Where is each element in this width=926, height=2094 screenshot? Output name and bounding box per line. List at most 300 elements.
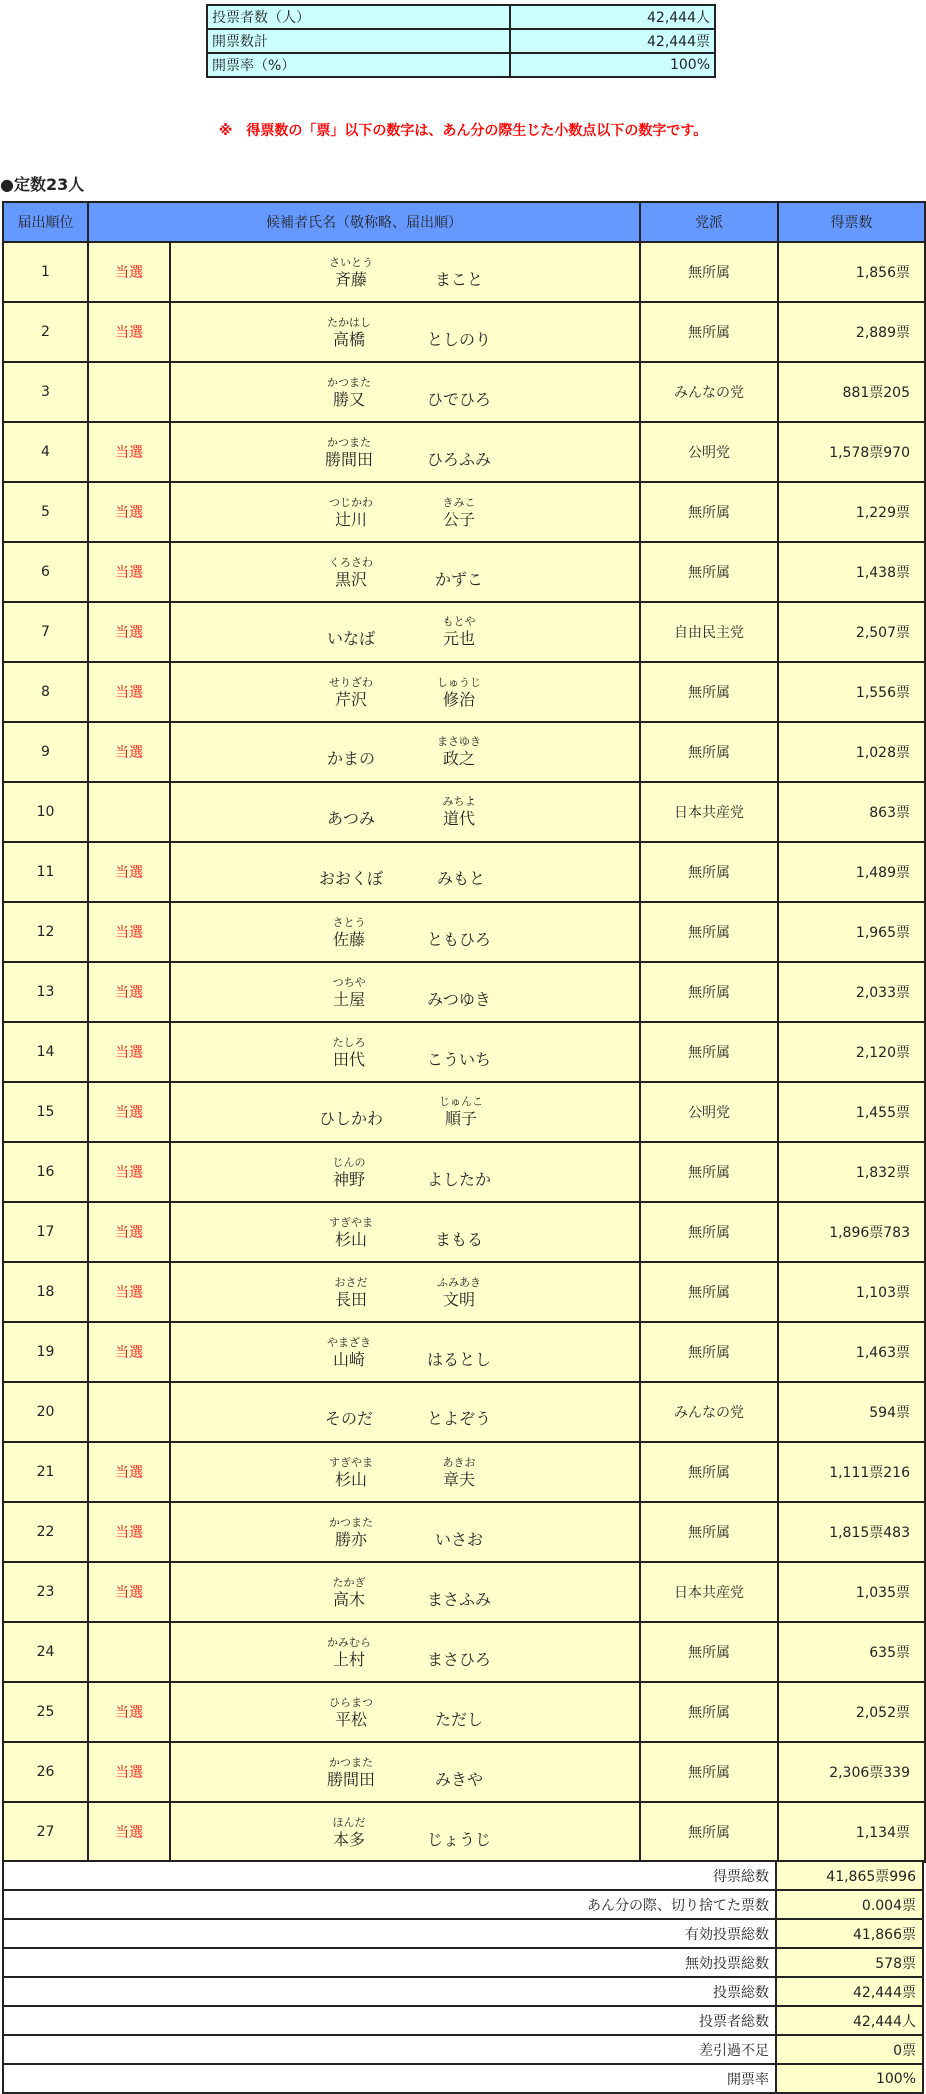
totals-row (3, 1948, 923, 1977)
candidate-order: 16 (3, 1142, 88, 1202)
candidate-name-wrap (319, 1576, 491, 1610)
given-name (429, 676, 489, 710)
candidate-party: 無所属 (640, 902, 778, 962)
candidate-row (3, 1022, 925, 1082)
candidate-votes: 2,889票 (778, 302, 925, 362)
given-name (427, 1336, 491, 1370)
given-name (427, 316, 491, 350)
candidate-party: 無所属 (640, 1622, 778, 1682)
totals-row (3, 1890, 923, 1919)
candidate-order: 18 (3, 1262, 88, 1322)
given-name (427, 1816, 491, 1850)
candidate-name-wrap (319, 1036, 491, 1070)
given-name-text: としのり (426, 330, 491, 349)
candidate-name-wrap (319, 436, 491, 470)
elected-status: 当選 (88, 1802, 170, 1862)
given-name-text: まもる (434, 1230, 483, 1249)
family-name (321, 1756, 381, 1790)
candidate-name (170, 1142, 640, 1202)
given-name-ruby: きみこ (442, 496, 476, 509)
candidate-name (170, 722, 640, 782)
totals-row (3, 1977, 923, 2006)
given-name-text: 順子 (444, 1109, 477, 1128)
candidate-order: 27 (3, 1802, 88, 1862)
family-name-ruby: かつまた (329, 1516, 373, 1529)
family-name (319, 436, 379, 470)
family-name-text: 山崎 (332, 1350, 365, 1369)
summary-value: 42,444票 (510, 29, 715, 53)
totals-row (3, 2064, 923, 2093)
candidate-row (3, 1262, 925, 1322)
elected-status: 当選 (88, 302, 170, 362)
given-name (429, 1276, 489, 1310)
elected-status: 当選 (88, 1682, 170, 1742)
given-name (429, 1516, 489, 1550)
elected-status: 当選 (88, 1322, 170, 1382)
candidate-order: 6 (3, 542, 88, 602)
candidate-name (170, 842, 640, 902)
candidate-name (170, 1022, 640, 1082)
candidate-party: 無所属 (640, 1502, 778, 1562)
family-name-ruby: かつまた (329, 1756, 373, 1769)
candidate-name (170, 902, 640, 962)
elected-status: 当選 (88, 722, 170, 782)
candidate-row (3, 1202, 925, 1262)
given-name-text: はるとし (426, 1350, 491, 1369)
summary-label: 投票者数（人） (207, 5, 510, 29)
family-name-ruby: たかぎ (332, 1576, 366, 1589)
candidate-votes: 1,856票 (778, 242, 925, 302)
elected-status: 当選 (88, 1202, 170, 1262)
family-name (319, 316, 379, 350)
candidate-party: 無所属 (640, 1202, 778, 1262)
given-name (427, 376, 491, 410)
candidate-votes: 1,832票 (778, 1142, 925, 1202)
candidate-order: 5 (3, 482, 88, 542)
header-votes: 得票数 (778, 202, 925, 242)
candidate-name (170, 302, 640, 362)
elected-status: 当選 (88, 1562, 170, 1622)
family-name-ruby: たかはし (326, 316, 371, 329)
elected-status: 当選 (88, 542, 170, 602)
candidate-votes: 1,035票 (778, 1562, 925, 1622)
family-name (319, 1336, 379, 1370)
family-name-ruby: ひらまつ (329, 1696, 373, 1709)
family-name-text: そのだ (324, 1409, 373, 1428)
given-name (429, 1696, 489, 1730)
candidate-votes: 1,556票 (778, 662, 925, 722)
candidate-name-wrap (319, 316, 491, 350)
seat-quota: ●定数23人 (0, 175, 85, 194)
candidate-name-wrap (321, 1276, 489, 1310)
elected-status: 当選 (88, 1742, 170, 1802)
given-name (427, 1156, 491, 1190)
elected-status (88, 1622, 170, 1682)
totals-value: 578票 (776, 1948, 923, 1977)
given-name-text: まさふみ (426, 1590, 491, 1609)
candidate-order: 25 (3, 1682, 88, 1742)
given-name-text: ただし (434, 1710, 483, 1729)
given-name-text: とよぞう (426, 1409, 491, 1428)
candidate-votes: 1,578票970 (778, 422, 925, 482)
candidate-name-wrap (321, 615, 489, 649)
family-name (319, 1156, 379, 1190)
totals-value: 0.004票 (776, 1890, 923, 1919)
family-name-ruby: つじかわ (329, 496, 373, 509)
elected-status: 当選 (88, 242, 170, 302)
candidate-row (3, 842, 925, 902)
candidate-party: 無所属 (640, 1142, 778, 1202)
family-name-ruby: くろさわ (329, 556, 373, 569)
candidate-name (170, 482, 640, 542)
candidate-row (3, 962, 925, 1022)
given-name (429, 1456, 489, 1490)
family-name-text: 勝又 (332, 390, 365, 409)
candidate-votes: 2,033票 (778, 962, 925, 1022)
totals-row (3, 1919, 923, 1948)
family-name-text: 田代 (332, 1050, 365, 1069)
given-name-text: いさお (434, 1530, 483, 1549)
candidate-votes: 2,052票 (778, 1682, 925, 1742)
candidate-party: 無所属 (640, 302, 778, 362)
family-name-text: 杉山 (334, 1470, 367, 1489)
candidate-name (170, 1742, 640, 1802)
family-name (321, 1516, 381, 1550)
family-name-text: 勝亦 (334, 1530, 367, 1549)
candidate-row (3, 362, 925, 422)
candidate-name (170, 422, 640, 482)
elected-status: 当選 (88, 962, 170, 1022)
totals-label: 投票者総数 (3, 2006, 776, 2035)
family-name-ruby: さとう (332, 916, 366, 929)
candidate-name (170, 1682, 640, 1742)
family-name-text: 高橋 (332, 330, 365, 349)
given-name (431, 855, 491, 889)
elected-status: 当選 (88, 1262, 170, 1322)
family-name (319, 1095, 383, 1129)
candidate-row (3, 422, 925, 482)
family-name-ruby: おさだ (334, 1276, 368, 1289)
given-name-ruby: じゅんこ (439, 1095, 483, 1108)
candidate-name (170, 1202, 640, 1262)
candidate-party: 無所属 (640, 1022, 778, 1082)
candidate-party: 無所属 (640, 962, 778, 1022)
given-name (429, 256, 489, 290)
candidate-order: 17 (3, 1202, 88, 1262)
candidate-row (3, 722, 925, 782)
candidate-row (3, 302, 925, 362)
candidate-name-wrap (321, 735, 489, 769)
candidate-votes: 2,120票 (778, 1022, 925, 1082)
given-name-text: 修治 (442, 690, 475, 709)
family-name-ruby: つちや (332, 976, 366, 989)
candidate-order: 26 (3, 1742, 88, 1802)
family-name-ruby: たしろ (332, 1036, 366, 1049)
header-row (3, 202, 925, 242)
family-name-ruby: かつまた (326, 376, 371, 389)
candidate-row (3, 1382, 925, 1442)
candidate-votes: 1,438票 (778, 542, 925, 602)
family-name-text: いなば (326, 629, 375, 648)
candidate-party: 無所属 (640, 482, 778, 542)
family-name (321, 496, 381, 530)
family-name (321, 676, 381, 710)
totals-row (3, 2006, 923, 2035)
summary-value: 42,444人 (510, 5, 715, 29)
candidate-name (170, 1262, 640, 1322)
candidate-row (3, 1742, 925, 1802)
candidate-votes: 863票 (778, 782, 925, 842)
family-name-text: 神野 (332, 1170, 365, 1189)
totals-value: 0票 (776, 2035, 923, 2064)
totals-label: 得票総数 (3, 1861, 776, 1890)
candidate-name (170, 602, 640, 662)
given-name (429, 496, 489, 530)
given-name (427, 916, 491, 950)
family-name-text: 勝間田 (324, 450, 373, 469)
given-name-text: みきや (434, 1770, 483, 1789)
totals-value: 42,444票 (776, 1977, 923, 2006)
candidate-party: 無所属 (640, 1742, 778, 1802)
family-name-text: おおくぼ (318, 869, 383, 888)
given-name (429, 615, 489, 649)
elected-status: 当選 (88, 602, 170, 662)
family-name (321, 1216, 381, 1250)
family-name-ruby: やまざき (326, 1336, 371, 1349)
candidate-row (3, 602, 925, 662)
candidate-name-wrap (321, 1756, 489, 1790)
totals-row (3, 1861, 923, 1890)
decimal-note: ※ 得票数の「票」以下の数字は、あん分の際生じた小数点以下の数字です。 (218, 123, 708, 139)
candidate-name-wrap (319, 916, 491, 950)
given-name-text: まさひろ (426, 1650, 491, 1669)
family-name (321, 556, 381, 590)
family-name-text: 高木 (332, 1590, 365, 1609)
elected-status: 当選 (88, 842, 170, 902)
candidate-party: 自由民主党 (640, 602, 778, 662)
candidate-row (3, 1502, 925, 1562)
candidate-name (170, 1622, 640, 1682)
family-name-text: 佐藤 (332, 930, 365, 949)
summary-table (206, 4, 716, 78)
family-name (319, 855, 383, 889)
family-name-ruby: かつまた (326, 436, 371, 449)
given-name-text: ともひろ (426, 930, 491, 949)
family-name (319, 976, 379, 1010)
candidate-name-wrap (321, 1696, 489, 1730)
given-name-text: ひでひろ (426, 390, 491, 409)
given-name (429, 795, 489, 829)
candidate-row (3, 1142, 925, 1202)
candidate-party: 無所属 (640, 1262, 778, 1322)
candidate-order: 22 (3, 1502, 88, 1562)
family-name-ruby: ほんだ (332, 1816, 366, 1829)
candidate-name (170, 362, 640, 422)
elected-status: 当選 (88, 1022, 170, 1082)
candidate-name-wrap (321, 256, 489, 290)
candidate-party: 無所属 (640, 662, 778, 722)
candidate-name-wrap (321, 1216, 489, 1250)
family-name-text: かまの (326, 749, 375, 768)
candidate-party: 無所属 (640, 722, 778, 782)
candidate-name (170, 1322, 640, 1382)
given-name (429, 735, 489, 769)
candidate-party: 無所属 (640, 1322, 778, 1382)
header-order: 届出順位 (3, 202, 88, 242)
candidate-votes: 1,815票483 (778, 1502, 925, 1562)
summary-row (207, 29, 715, 53)
family-name (321, 1276, 381, 1310)
family-name (319, 1395, 379, 1429)
given-name-ruby: ふみあき (437, 1276, 481, 1289)
family-name-ruby: じんの (332, 1156, 366, 1169)
family-name-ruby: さいとう (329, 256, 373, 269)
elected-status: 当選 (88, 422, 170, 482)
family-name-text: 勝間田 (326, 1770, 375, 1789)
candidate-name-wrap (321, 676, 489, 710)
candidate-order: 15 (3, 1082, 88, 1142)
candidate-name-wrap (319, 1156, 491, 1190)
family-name (321, 735, 381, 769)
family-name-text: 芹沢 (334, 690, 367, 709)
candidate-name-wrap (319, 855, 491, 889)
family-name-ruby: すぎやま (329, 1456, 373, 1469)
elected-status (88, 782, 170, 842)
candidate-party: 日本共産党 (640, 782, 778, 842)
family-name-ruby: せりざわ (329, 676, 373, 689)
candidate-row (3, 542, 925, 602)
candidate-row (3, 1802, 925, 1862)
candidate-party: 公明党 (640, 422, 778, 482)
totals-label: 差引過不足 (3, 2035, 776, 2064)
family-name-text: あつみ (326, 809, 375, 828)
candidate-votes: 1,455票 (778, 1082, 925, 1142)
candidate-order: 4 (3, 422, 88, 482)
candidate-row (3, 242, 925, 302)
candidate-order: 2 (3, 302, 88, 362)
family-name (321, 615, 381, 649)
given-name (427, 436, 491, 470)
given-name (427, 1576, 491, 1610)
family-name (319, 1036, 379, 1070)
given-name (429, 1216, 489, 1250)
candidate-party: 無所属 (640, 1802, 778, 1862)
candidate-name (170, 1442, 640, 1502)
family-name-text: 辻川 (334, 510, 367, 529)
given-name-text: こういち (426, 1050, 491, 1069)
elected-status: 当選 (88, 1502, 170, 1562)
candidate-votes: 2,507票 (778, 602, 925, 662)
family-name (319, 1816, 379, 1850)
candidate-order: 11 (3, 842, 88, 902)
candidate-name-wrap (319, 376, 491, 410)
given-name-text: 公子 (442, 510, 475, 529)
candidate-order: 19 (3, 1322, 88, 1382)
candidate-name (170, 1382, 640, 1442)
candidate-name (170, 1082, 640, 1142)
family-name-text: 杉山 (334, 1230, 367, 1249)
totals-value: 41,865票996 (776, 1861, 923, 1890)
given-name-text: 道代 (442, 809, 475, 828)
candidate-name-wrap (319, 1395, 491, 1429)
elected-status: 当選 (88, 902, 170, 962)
candidate-order: 1 (3, 242, 88, 302)
candidate-row (3, 482, 925, 542)
candidate-row (3, 1082, 925, 1142)
candidate-row (3, 1442, 925, 1502)
totals-label: 無効投票総数 (3, 1948, 776, 1977)
given-name-text: 文明 (442, 1290, 475, 1309)
candidate-votes: 1,229票 (778, 482, 925, 542)
candidate-name-wrap (321, 795, 489, 829)
summary-label: 開票率（%） (207, 53, 510, 77)
candidate-party: 無所属 (640, 1442, 778, 1502)
given-name (427, 1036, 491, 1070)
candidate-party: 日本共産党 (640, 1562, 778, 1622)
totals-label: 投票総数 (3, 1977, 776, 2006)
given-name (427, 1636, 491, 1670)
given-name (429, 556, 489, 590)
elected-status (88, 362, 170, 422)
candidate-name-wrap (319, 976, 491, 1010)
family-name-text: 長田 (334, 1290, 367, 1309)
totals-label: あん分の際、切り捨てた票数 (3, 1890, 776, 1919)
summary-label: 開票数計 (207, 29, 510, 53)
family-name (321, 1456, 381, 1490)
family-name (321, 795, 381, 829)
candidate-name (170, 962, 640, 1022)
candidate-order: 20 (3, 1382, 88, 1442)
candidate-name (170, 1562, 640, 1622)
given-name-text: かずこ (434, 570, 483, 589)
elected-status: 当選 (88, 1142, 170, 1202)
totals-value: 100% (776, 2064, 923, 2093)
candidate-votes: 1,965票 (778, 902, 925, 962)
family-name-text: 平松 (334, 1710, 367, 1729)
candidate-name-wrap (319, 1336, 491, 1370)
elected-status: 当選 (88, 482, 170, 542)
given-name-ruby: みちよ (442, 795, 476, 808)
candidate-row (3, 902, 925, 962)
given-name (427, 976, 491, 1010)
candidate-votes: 1,111票216 (778, 1442, 925, 1502)
candidate-name-wrap (321, 556, 489, 590)
given-name-text: よしたか (426, 1170, 491, 1189)
candidate-party: 無所属 (640, 542, 778, 602)
elected-status: 当選 (88, 662, 170, 722)
candidate-row (3, 1322, 925, 1382)
given-name-text: ひろふみ (426, 450, 491, 469)
candidate-name-wrap (321, 496, 489, 530)
candidate-order: 23 (3, 1562, 88, 1622)
candidate-votes: 635票 (778, 1622, 925, 1682)
candidate-order: 8 (3, 662, 88, 722)
family-name-text: ひしかわ (318, 1109, 383, 1128)
candidate-votes: 1,489票 (778, 842, 925, 902)
candidate-row (3, 662, 925, 722)
candidate-name-wrap (319, 1816, 491, 1850)
family-name-text: 本多 (332, 1830, 365, 1849)
given-name-text: 元也 (442, 629, 475, 648)
candidate-votes: 1,463票 (778, 1322, 925, 1382)
given-name-text: みもと (436, 869, 485, 888)
candidate-order: 14 (3, 1022, 88, 1082)
given-name-ruby: しゅうじ (437, 676, 481, 689)
family-name (319, 1636, 379, 1670)
candidate-votes: 2,306票339 (778, 1742, 925, 1802)
candidate-votes: 881票205 (778, 362, 925, 422)
totals-value: 41,866票 (776, 1919, 923, 1948)
